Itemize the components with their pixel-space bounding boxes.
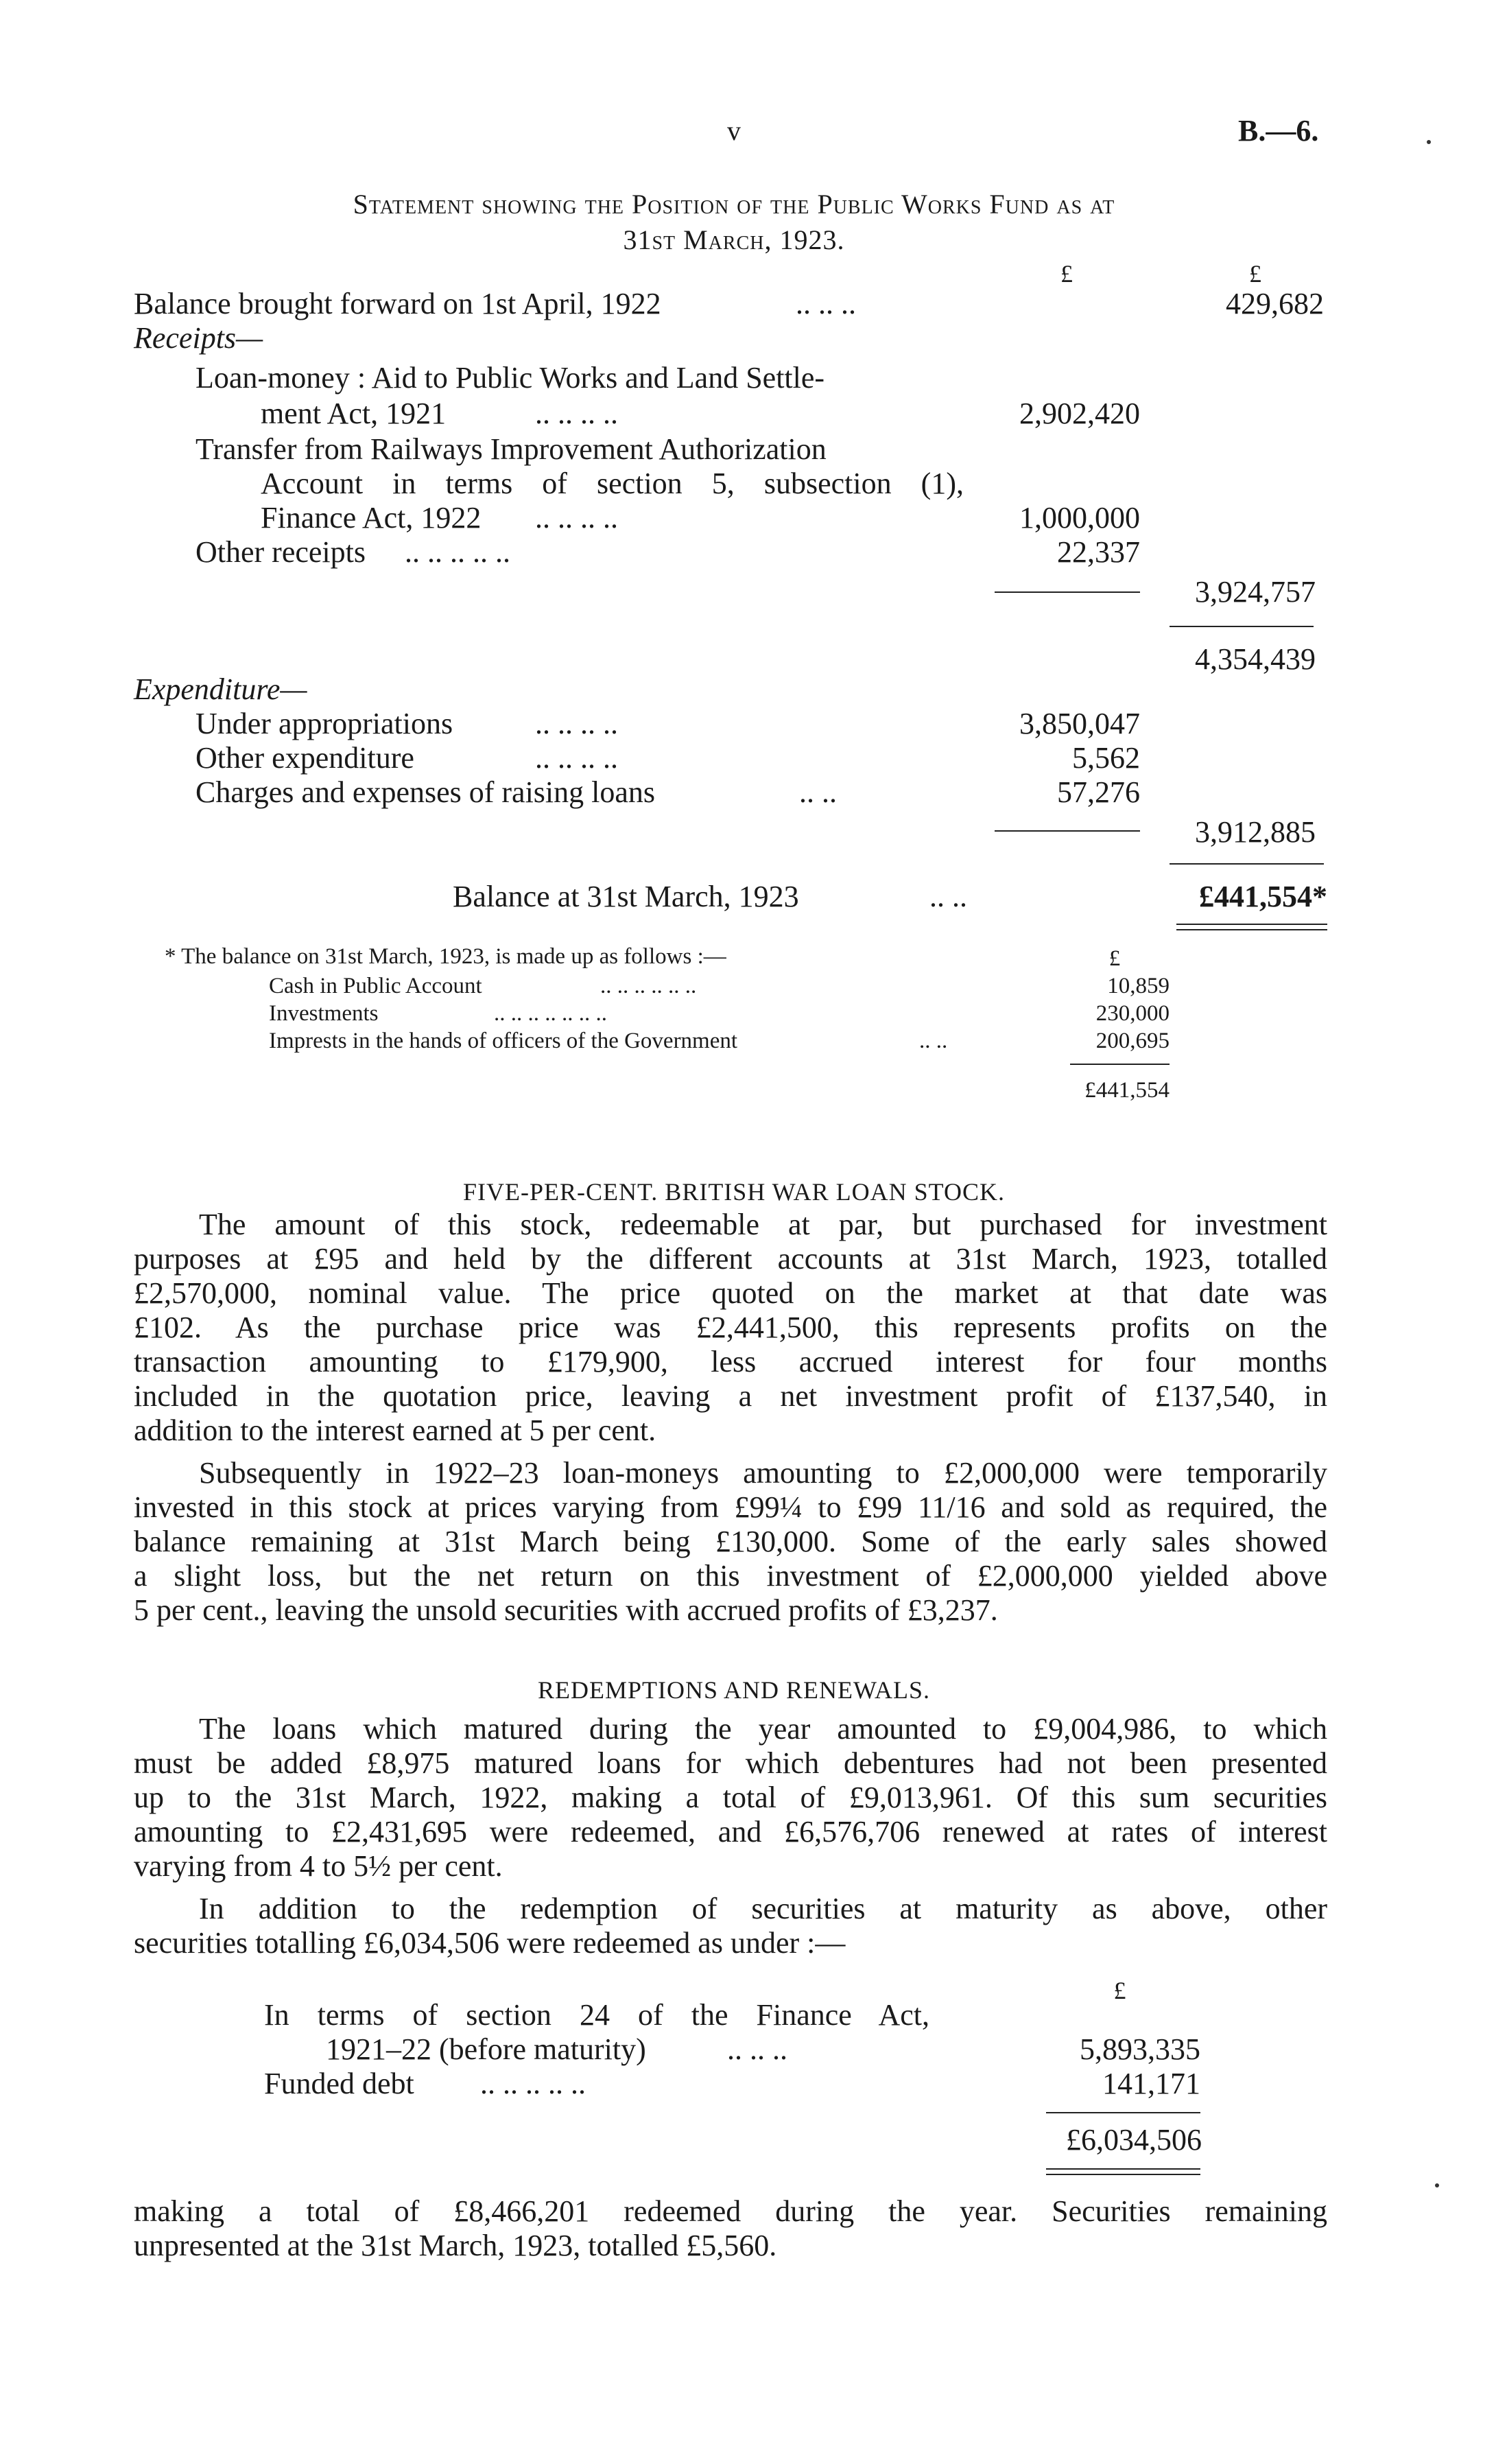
document-reference: B.—6.: [1238, 114, 1319, 148]
war-loan-para1-line: addition to the interest earned at 5 per cent.: [134, 1413, 656, 1447]
footnote-row-leaders: .. .. .. .. .. .. ..: [494, 1001, 607, 1026]
redemptions-para1-line: must be added £8,975 matured loans for which debentures had not been presented: [134, 1746, 1327, 1780]
closing-double-rule-bottom: [1176, 929, 1327, 930]
war-loan-para1-line: The amount of this stock, redeemable at par, but purchased for investment: [199, 1208, 1327, 1241]
closing-balance-value: £441,554*: [1199, 880, 1327, 913]
redemptions-currency: £: [1113, 1977, 1126, 2004]
war-loan-heading: FIVE-PER-CENT. BRITISH WAR LOAN STOCK.: [462, 1178, 1006, 1206]
redemptions-row2-label: Funded debt: [264, 2067, 414, 2100]
redemptions-row1-value: 5,893,335: [1080, 2032, 1200, 2066]
transfer-value: 1,000,000: [1019, 501, 1140, 535]
transfer-line1: Transfer from Railways Improvement Authorization: [195, 432, 827, 466]
loan-money-line2: ment Act, 1921: [261, 397, 447, 430]
balance-forward-value: 429,682: [1226, 287, 1324, 320]
balance-forward-leaders: .. .. ..: [796, 287, 856, 320]
redemptions-double-rule-bottom: [1046, 2174, 1200, 2175]
redemptions-para1-line: The loans which matured during the year amounted to £9,004,986, to which: [199, 1712, 1327, 1746]
footnote-row-leaders: .. .. .. .. .. ..: [600, 974, 697, 998]
column2-currency: £: [1249, 260, 1261, 288]
war-loan-para1-line: £2,570,000, nominal value. The price quoted on the market at that date was: [134, 1276, 1327, 1310]
receipts-total: 3,924,757: [1195, 575, 1316, 609]
other-receipts-leaders: .. .. .. .. ..: [405, 535, 510, 569]
footnote-row-label: Imprests in the hands of officers of the Government: [269, 1029, 738, 1053]
redemptions-row1-line1: In terms of section 24 of the Finance Act,: [264, 1998, 929, 2032]
loan-money-value: 2,902,420: [1019, 397, 1140, 430]
subtotal-rule: [1170, 626, 1314, 627]
loan-money-line1: Loan-money : Aid to Public Works and Land Settle-: [195, 361, 825, 395]
appropriations-leaders: .. .. .. ..: [535, 707, 618, 740]
closing-balance-label: Balance at 31st March, 1923: [453, 880, 799, 913]
charges-label: Charges and expenses of raising loans: [195, 775, 656, 809]
war-loan-para2-line: balance remaining at 31st March being £130,000. Some of the early sales showed: [134, 1525, 1327, 1558]
war-loan-para1-line: £102. As the purchase price was £2,441,500, this represents profits on the: [134, 1311, 1327, 1344]
war-loan-para1-line: transaction amounting to £179,900, less accrued interest for four months: [134, 1345, 1327, 1378]
transfer-line3: Finance Act, 1922: [261, 501, 482, 535]
footnote-row-label: Investments: [269, 1001, 379, 1026]
footnote-row-value: 230,000: [1095, 1001, 1170, 1026]
closing-balance-leaders: .. ..: [929, 880, 967, 913]
redemptions-para2-line: In addition to the redemption of securities at maturity as above, other: [199, 1892, 1327, 1925]
charges-value: 57,276: [1057, 775, 1140, 809]
closing-upper-rule: [1170, 863, 1324, 865]
loan-money-leaders: .. .. .. ..: [535, 397, 618, 430]
redemptions-para1-line: varying from 4 to 5½ per cent.: [134, 1849, 503, 1883]
redemptions-row1-leaders: .. .. ..: [727, 2032, 787, 2066]
other-expenditure-value: 5,562: [1072, 741, 1140, 775]
appropriations-value: 3,850,047: [1019, 707, 1140, 740]
statement-title-line1: Statement showing the Position of the Public Works Fund as at: [353, 189, 1115, 220]
charges-leaders: .. ..: [799, 775, 837, 809]
redemptions-total-rule: [1046, 2112, 1200, 2113]
statement-title-line2: 31st March, 1923.: [623, 224, 845, 255]
redemptions-closing-line: unpresented at the 31st March, 1923, totalled £5,560.: [134, 2229, 777, 2262]
redemptions-total: £6,034,506: [1066, 2123, 1202, 2157]
war-loan-para2-line: 5 per cent., leaving the unsold securities with accrued profits of £3,237.: [134, 1593, 998, 1627]
war-loan-para2-line: Subsequently in 1922–23 loan-moneys amounting to £2,000,000 were temporarily: [199, 1456, 1327, 1490]
redemptions-closing-line: making a total of £8,466,201 redeemed during the year. Securities remaining: [134, 2194, 1327, 2228]
balance-forward-label: Balance brought forward on 1st April, 1922: [134, 287, 661, 320]
other-receipts-value: 22,337: [1057, 535, 1140, 569]
page-speck: [1427, 140, 1431, 144]
footnote-row-value: 200,695: [1095, 1029, 1170, 1053]
redemptions-para1-line: amounting to £2,431,695 were redeemed, and £6,576,706 renewed at rates of interest: [134, 1815, 1327, 1849]
war-loan-para1-line: purposes at £95 and held by the different accounts at 31st March, 1923, totalled: [134, 1242, 1327, 1276]
redemptions-heading: REDEMPTIONS AND RENEWALS.: [537, 1676, 930, 1704]
redemptions-para2-line: securities totalling £6,034,506 were redeemed as under :—: [134, 1926, 846, 1960]
footnote-currency: £: [1108, 946, 1121, 971]
redemptions-double-rule-top: [1046, 2168, 1200, 2170]
closing-double-rule-top: [1176, 924, 1327, 925]
other-receipts-label: Other receipts: [195, 535, 366, 569]
appropriations-label: Under appropriations: [195, 707, 453, 740]
transfer-leaders: .. .. .. ..: [535, 501, 618, 535]
page-speck: [1435, 2183, 1439, 2187]
footnote-row-value: 10,859: [1107, 974, 1170, 998]
footnote-intro: * The balance on 31st March, 1923, is made up as follows :—: [165, 944, 726, 969]
redemptions-row2-value: 141,171: [1102, 2067, 1200, 2100]
column1-currency: £: [1060, 260, 1073, 288]
expenditure-total: 3,912,885: [1195, 815, 1316, 849]
receipts-heading: Receipts—: [134, 321, 263, 355]
war-loan-para2-line: invested in this stock at prices varying from £99¼ to £99 11/16 and sold as required, the: [134, 1490, 1327, 1524]
other-expenditure-leaders: .. .. .. ..: [535, 741, 618, 775]
footnote-row-label: Cash in Public Account: [269, 974, 482, 998]
expenditure-heading: Expenditure—: [134, 672, 307, 706]
redemptions-row2-leaders: .. .. .. .. ..: [480, 2067, 586, 2100]
transfer-line2: Account in terms of section 5, subsection (1),: [261, 467, 964, 500]
footnote-total-rule: [1070, 1064, 1170, 1065]
redemptions-row1-line2: 1921–22 (before maturity): [326, 2032, 646, 2066]
footnote-total: £441,554: [1084, 1078, 1170, 1103]
redemptions-para1-line: up to the 31st March, 1922, making a total of £9,013,961. Of this sum securities: [134, 1781, 1327, 1814]
fund-subtotal: 4,354,439: [1195, 642, 1316, 676]
footnote-row-leaders: .. ..: [919, 1029, 948, 1053]
page-numeral: v: [727, 115, 741, 146]
war-loan-para1-line: included in the quotation price, leaving a net investment profit of £137,540, in: [134, 1379, 1327, 1413]
war-loan-para2-line: a slight loss, but the net return on this investment of £2,000,000 yielded above: [134, 1559, 1327, 1593]
other-expenditure-label: Other expenditure: [195, 741, 414, 775]
